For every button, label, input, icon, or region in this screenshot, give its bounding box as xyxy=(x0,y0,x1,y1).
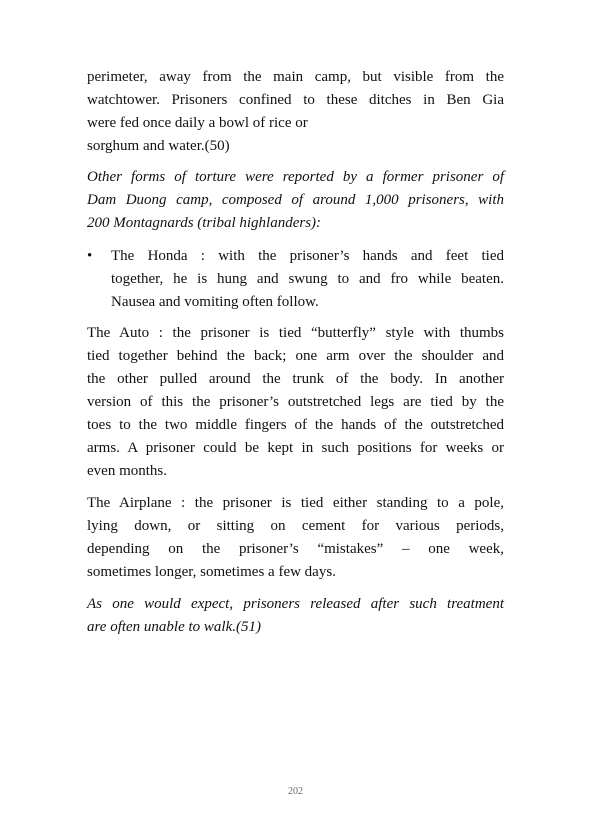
text-line: version of this the prisoner’s outstretched legs are tied by the xyxy=(87,394,504,410)
page-number: 202 xyxy=(288,786,303,797)
text-line: together, he is hung and swung to and fro while beaten. xyxy=(111,271,504,287)
text-line: The Auto : the prisoner is tied “butterfly” style with thumbs xyxy=(87,325,504,341)
text-line: tied together behind the back; one arm over the shoulder and xyxy=(87,348,504,364)
page-body xyxy=(87,66,504,639)
text-line: sometimes longer, sometimes a few days. xyxy=(87,564,336,580)
text-line: arms. A prisoner could be kept in such positions for weeks or xyxy=(87,440,504,456)
text-line: watchtower. Prisoners confined to these ditches in Ben Gia xyxy=(87,92,504,108)
text-line: were fed once daily a bowl of rice or xyxy=(87,115,308,131)
text-line: the other pulled around the trunk of the body. In another xyxy=(87,371,504,387)
text-line: lying down, or sitting on cement for various periods, xyxy=(87,518,504,534)
text-line: Nausea and vomiting often follow. xyxy=(111,294,319,310)
bullet-item-honda xyxy=(87,245,504,314)
text-line: 200 Montagnards (tribal highlanders): xyxy=(87,215,322,231)
text-line: The Honda : with the prisoner’s hands and feet tied xyxy=(111,248,504,264)
paragraph-other-forms-intro xyxy=(87,166,504,235)
paragraph-honda xyxy=(111,245,504,314)
text-line: depending on the prisoner’s “mistakes” – one week, xyxy=(87,541,504,557)
text-line: As one would expect, prisoners released after such treatment xyxy=(87,596,504,612)
text-line: toes to the two middle fingers of the hands of the outstretched xyxy=(87,417,504,433)
paragraph-conclusion xyxy=(87,593,504,639)
text-line: even months. xyxy=(87,463,167,479)
bullet-marker: • xyxy=(87,248,93,264)
text-line: The Airplane : the prisoner is tied either standing to a pole, xyxy=(87,495,504,511)
text-line: sorghum and water.(50) xyxy=(87,138,230,154)
text-line: Other forms of torture were reported by a former prisoner of xyxy=(87,169,504,185)
text-line: are often unable to walk.(51) xyxy=(87,619,261,635)
paragraph-airplane xyxy=(87,492,504,584)
text-line: Dam Duong camp, composed of around 1,000 prisoners, with xyxy=(87,192,504,208)
text-line: perimeter, away from the main camp, but visible from the xyxy=(87,69,504,85)
paragraph-auto xyxy=(87,322,504,483)
paragraph-ditch-confinement xyxy=(87,66,504,158)
